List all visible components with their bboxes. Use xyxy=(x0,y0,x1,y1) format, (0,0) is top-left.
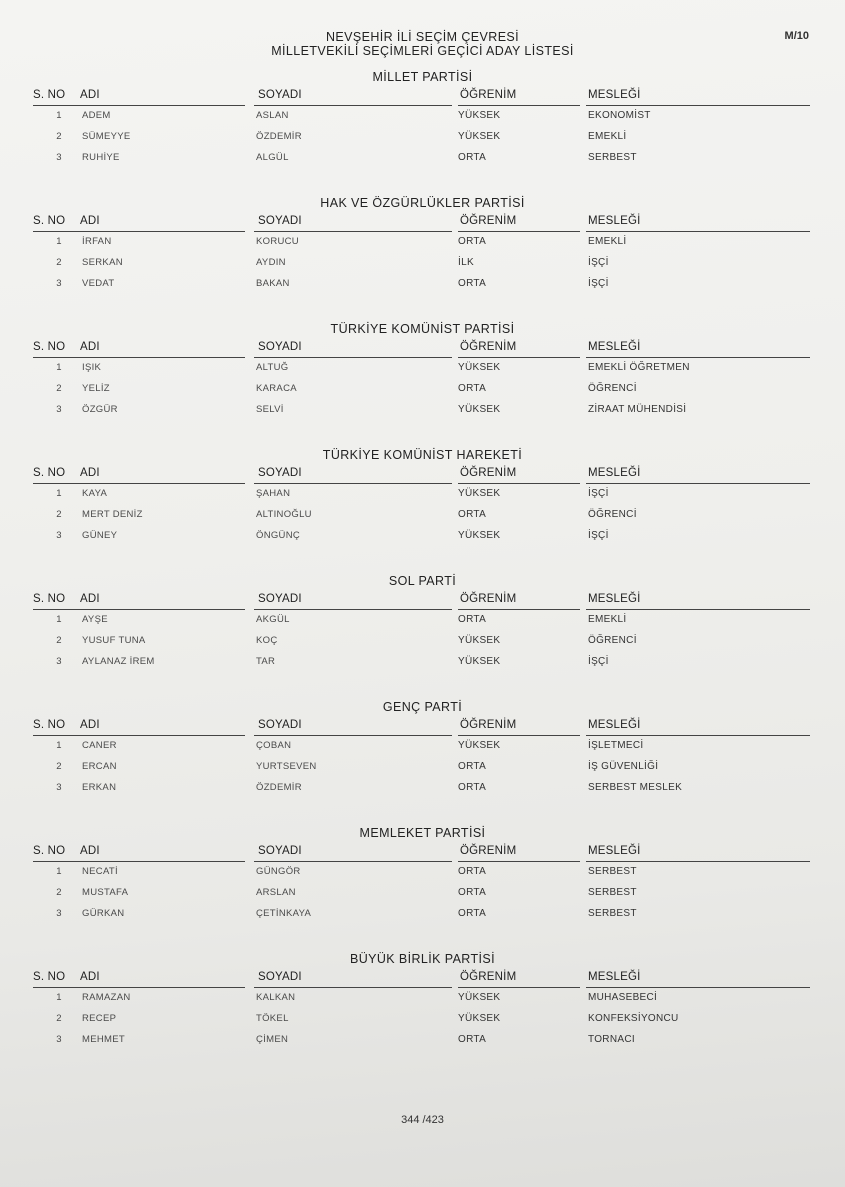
cell-education: ORTA xyxy=(458,761,487,772)
header-underline xyxy=(586,105,810,106)
cell-no: 2 xyxy=(56,509,62,520)
cell-no: 3 xyxy=(56,1034,62,1045)
cell-education: ORTA xyxy=(458,509,487,520)
cell-name: CANER xyxy=(82,740,117,751)
cell-education: ORTA xyxy=(458,1034,487,1045)
cell-no: 3 xyxy=(56,278,62,289)
candidate-row xyxy=(0,152,845,172)
header-underline xyxy=(33,735,245,736)
col-header-surname: SOYADI xyxy=(258,845,302,857)
cell-no: 3 xyxy=(56,530,62,541)
cell-no: 2 xyxy=(56,383,62,394)
cell-job: MUHASEBECİ xyxy=(588,992,658,1003)
candidate-row xyxy=(0,782,845,802)
cell-name: MERT DENİZ xyxy=(82,509,143,520)
cell-surname: ALTINOĞLU xyxy=(256,509,312,520)
col-header-surname: SOYADI xyxy=(258,719,302,731)
col-header-job: MESLEĞİ xyxy=(588,971,641,983)
header-underline xyxy=(254,357,452,358)
candidate-row xyxy=(0,383,845,403)
header-underline xyxy=(254,987,452,988)
party-section xyxy=(0,700,845,820)
candidate-row xyxy=(0,656,845,676)
col-header-no: S. NO xyxy=(33,593,66,605)
cell-name: NECATİ xyxy=(82,866,118,877)
cell-surname: GÜNGÖR xyxy=(256,866,301,877)
candidate-row xyxy=(0,404,845,424)
cell-name: AYLANAZ İREM xyxy=(82,656,155,667)
cell-education: ORTA xyxy=(458,908,487,919)
cell-surname: KALKAN xyxy=(256,992,296,1003)
candidate-row xyxy=(0,614,845,634)
cell-no: 1 xyxy=(56,488,62,499)
col-header-surname: SOYADI xyxy=(258,341,302,353)
cell-education: YÜKSEK xyxy=(458,635,501,646)
cell-education: ORTA xyxy=(458,383,487,394)
col-header-job: MESLEĞİ xyxy=(588,89,641,101)
cell-education: ORTA xyxy=(458,887,487,898)
cell-no: 2 xyxy=(56,635,62,646)
page-number: 344 /423 xyxy=(401,1114,444,1126)
header-underline xyxy=(586,609,810,610)
candidate-row xyxy=(0,908,845,928)
cell-name: İRFAN xyxy=(82,236,112,247)
col-header-job: MESLEĞİ xyxy=(588,593,641,605)
party-section xyxy=(0,196,845,316)
candidate-row xyxy=(0,110,845,130)
candidate-row xyxy=(0,992,845,1012)
cell-name: GÜRKAN xyxy=(82,908,125,919)
cell-name: SÜMEYYE xyxy=(82,131,131,142)
cell-education: YÜKSEK xyxy=(458,530,501,541)
cell-name: RECEP xyxy=(82,1013,117,1024)
cell-job: ÖĞRENCİ xyxy=(588,509,637,520)
cell-job: SERBEST xyxy=(588,908,637,919)
header-underline xyxy=(33,231,245,232)
cell-job: ZİRAAT MÜHENDİSİ xyxy=(588,404,687,415)
col-header-job: MESLEĞİ xyxy=(588,467,641,479)
cell-job: İŞÇİ xyxy=(588,278,609,289)
title-line-province: NEVŞEHİR İLİ SEÇİM ÇEVRESİ xyxy=(325,30,520,44)
candidate-row xyxy=(0,1034,845,1054)
cell-name: VEDAT xyxy=(82,278,115,289)
cell-no: 3 xyxy=(56,656,62,667)
party-section xyxy=(0,448,845,568)
header-underline xyxy=(458,987,580,988)
cell-job: SERBEST xyxy=(588,887,637,898)
cell-surname: ÇOBAN xyxy=(256,740,292,751)
candidate-row xyxy=(0,866,845,886)
cell-no: 3 xyxy=(56,152,62,163)
header-underline xyxy=(254,609,452,610)
header-underline xyxy=(586,861,810,862)
col-header-no: S. NO xyxy=(33,467,66,479)
col-header-name: ADI xyxy=(80,89,100,101)
header-underline xyxy=(458,357,580,358)
col-header-no: S. NO xyxy=(33,341,66,353)
col-header-education: ÖĞRENİM xyxy=(460,215,517,227)
cell-name: ÖZGÜR xyxy=(82,404,118,415)
cell-job: İŞÇİ xyxy=(588,656,609,667)
cell-name: ADEM xyxy=(82,110,111,121)
col-header-name: ADI xyxy=(80,719,100,731)
cell-education: YÜKSEK xyxy=(458,362,501,373)
cell-education: ORTA xyxy=(458,782,487,793)
cell-surname: TÖKEL xyxy=(256,1013,289,1024)
col-header-education: ÖĞRENİM xyxy=(460,719,517,731)
col-header-job: MESLEĞİ xyxy=(588,341,641,353)
cell-no: 1 xyxy=(56,740,62,751)
cell-job: EMEKLİ xyxy=(588,131,627,142)
cell-education: YÜKSEK xyxy=(458,1013,501,1024)
cell-job: İŞLETMECİ xyxy=(588,740,644,751)
col-header-education: ÖĞRENİM xyxy=(460,467,517,479)
header-underline xyxy=(458,861,580,862)
cell-surname: KOÇ xyxy=(256,635,278,646)
cell-no: 1 xyxy=(56,614,62,625)
col-header-surname: SOYADI xyxy=(258,971,302,983)
cell-no: 3 xyxy=(56,908,62,919)
cell-name: MUSTAFA xyxy=(82,887,129,898)
cell-education: YÜKSEK xyxy=(458,404,501,415)
party-title: TÜRKİYE KOMÜNİST PARTİSİ xyxy=(330,322,515,336)
candidate-row xyxy=(0,488,845,508)
col-header-education: ÖĞRENİM xyxy=(460,341,517,353)
cell-job: SERBEST MESLEK xyxy=(588,782,683,793)
cell-job: TORNACI xyxy=(588,1034,635,1045)
cell-job: ÖĞRENCİ xyxy=(588,383,637,394)
candidate-row xyxy=(0,236,845,256)
col-header-no: S. NO xyxy=(33,89,66,101)
col-header-no: S. NO xyxy=(33,215,66,227)
cell-job: ÖĞRENCİ xyxy=(588,635,637,646)
cell-job: İŞ GÜVENLİĞİ xyxy=(588,761,659,772)
cell-education: ORTA xyxy=(458,614,487,625)
cell-job: EMEKLİ xyxy=(588,614,627,625)
cell-job: SERBEST xyxy=(588,152,637,163)
party-title: GENÇ PARTİ xyxy=(382,700,463,714)
cell-no: 2 xyxy=(56,131,62,142)
candidate-row xyxy=(0,635,845,655)
cell-surname: AYDIN xyxy=(256,257,286,268)
header-underline xyxy=(458,483,580,484)
cell-education: ORTA xyxy=(458,236,487,247)
party-title: TÜRKİYE KOMÜNİST HAREKETİ xyxy=(322,448,523,462)
header-underline xyxy=(586,987,810,988)
col-header-surname: SOYADI xyxy=(258,89,302,101)
cell-education: YÜKSEK xyxy=(458,740,501,751)
candidate-row xyxy=(0,761,845,781)
document-header xyxy=(0,30,845,58)
cell-job: İŞÇİ xyxy=(588,257,609,268)
party-title: MİLLET PARTİSİ xyxy=(372,70,473,84)
col-header-name: ADI xyxy=(80,845,100,857)
cell-surname: ALGÜL xyxy=(256,152,289,163)
candidate-row xyxy=(0,1013,845,1033)
cell-education: YÜKSEK xyxy=(458,488,501,499)
cell-name: IŞIK xyxy=(82,362,102,373)
cell-job: İŞÇİ xyxy=(588,488,609,499)
cell-name: MEHMET xyxy=(82,1034,125,1045)
cell-no: 2 xyxy=(56,1013,62,1024)
header-underline xyxy=(254,483,452,484)
candidate-row xyxy=(0,257,845,277)
header-underline xyxy=(586,357,810,358)
candidate-row xyxy=(0,131,845,151)
col-header-name: ADI xyxy=(80,467,100,479)
cell-surname: ÖNGÜNÇ xyxy=(256,530,301,541)
cell-surname: YURTSEVEN xyxy=(256,761,317,772)
cell-job: SERBEST xyxy=(588,866,637,877)
header-underline xyxy=(33,483,245,484)
col-header-name: ADI xyxy=(80,341,100,353)
header-underline xyxy=(33,987,245,988)
candidate-row xyxy=(0,530,845,550)
col-header-no: S. NO xyxy=(33,719,66,731)
header-underline xyxy=(586,231,810,232)
party-title: HAK VE ÖZGÜRLÜKLER PARTİSİ xyxy=(320,196,525,210)
cell-name: GÜNEY xyxy=(82,530,118,541)
cell-no: 2 xyxy=(56,887,62,898)
cell-no: 2 xyxy=(56,761,62,772)
cell-no: 2 xyxy=(56,257,62,268)
candidate-row xyxy=(0,887,845,907)
header-underline xyxy=(33,861,245,862)
cell-education: YÜKSEK xyxy=(458,656,501,667)
cell-education: ORTA xyxy=(458,866,487,877)
cell-surname: ARSLAN xyxy=(256,887,296,898)
cell-education: İLK xyxy=(458,257,474,268)
col-header-job: MESLEĞİ xyxy=(588,215,641,227)
col-header-name: ADI xyxy=(80,593,100,605)
party-section xyxy=(0,574,845,694)
cell-surname: ÖZDEMİR xyxy=(256,131,302,142)
col-header-education: ÖĞRENİM xyxy=(460,845,517,857)
party-section xyxy=(0,70,845,190)
header-underline xyxy=(33,357,245,358)
header-underline xyxy=(33,609,245,610)
cell-surname: KORUCU xyxy=(256,236,299,247)
cell-job: EMEKLİ xyxy=(588,236,627,247)
col-header-no: S. NO xyxy=(33,845,66,857)
party-section xyxy=(0,322,845,442)
cell-no: 3 xyxy=(56,782,62,793)
header-underline xyxy=(586,735,810,736)
cell-surname: SELVİ xyxy=(256,404,284,415)
col-header-surname: SOYADI xyxy=(258,593,302,605)
cell-surname: ALTUĞ xyxy=(256,362,289,373)
col-header-job: MESLEĞİ xyxy=(588,719,641,731)
header-underline xyxy=(458,231,580,232)
party-title: SOL PARTİ xyxy=(388,574,457,588)
cell-no: 3 xyxy=(56,404,62,415)
cell-name: KAYA xyxy=(82,488,108,499)
party-title: BÜYÜK BİRLİK PARTİSİ xyxy=(349,952,496,966)
cell-name: ERCAN xyxy=(82,761,117,772)
cell-no: 1 xyxy=(56,866,62,877)
cell-surname: BAKAN xyxy=(256,278,290,289)
cell-education: YÜKSEK xyxy=(458,131,501,142)
col-header-surname: SOYADI xyxy=(258,467,302,479)
col-header-job: MESLEĞİ xyxy=(588,845,641,857)
cell-job: KONFEKSİYONCU xyxy=(588,1013,679,1024)
cell-surname: ÖZDEMİR xyxy=(256,782,302,793)
party-section xyxy=(0,952,845,1072)
col-header-name: ADI xyxy=(80,971,100,983)
cell-education: ORTA xyxy=(458,152,487,163)
header-underline xyxy=(254,735,452,736)
cell-name: ERKAN xyxy=(82,782,117,793)
header-underline xyxy=(33,105,245,106)
col-header-surname: SOYADI xyxy=(258,215,302,227)
cell-no: 1 xyxy=(56,992,62,1003)
cell-name: RUHİYE xyxy=(82,152,120,163)
cell-education: YÜKSEK xyxy=(458,992,501,1003)
cell-name: RAMAZAN xyxy=(82,992,131,1003)
col-header-education: ÖĞRENİM xyxy=(460,971,517,983)
cell-surname: ŞAHAN xyxy=(256,488,291,499)
candidate-row xyxy=(0,278,845,298)
col-header-education: ÖĞRENİM xyxy=(460,593,517,605)
cell-no: 1 xyxy=(56,362,62,373)
cell-name: YUSUF TUNA xyxy=(82,635,146,646)
cell-surname: ASLAN xyxy=(256,110,289,121)
party-title: MEMLEKET PARTİSİ xyxy=(359,826,486,840)
header-underline xyxy=(586,483,810,484)
party-section xyxy=(0,826,845,946)
cell-surname: AKGÜL xyxy=(256,614,290,625)
col-header-education: ÖĞRENİM xyxy=(460,89,517,101)
cell-surname: TAR xyxy=(256,656,276,667)
header-underline xyxy=(458,105,580,106)
header-underline xyxy=(458,735,580,736)
cell-surname: KARACA xyxy=(256,383,297,394)
cell-no: 1 xyxy=(56,110,62,121)
title-line-list: MİLLETVEKİLİ SEÇİMLERİ GEÇİCİ ADAY LİSTESİ xyxy=(271,44,574,58)
cell-name: YELİZ xyxy=(82,383,110,394)
cell-no: 1 xyxy=(56,236,62,247)
col-header-no: S. NO xyxy=(33,971,66,983)
candidate-row xyxy=(0,740,845,760)
header-underline xyxy=(254,105,452,106)
cell-job: EMEKLİ ÖĞRETMEN xyxy=(588,362,690,373)
header-underline xyxy=(254,231,452,232)
cell-surname: ÇİMEN xyxy=(256,1034,289,1045)
cell-surname: ÇETİNKAYA xyxy=(256,908,312,919)
candidate-row xyxy=(0,362,845,382)
cell-name: AYŞE xyxy=(82,614,108,625)
cell-education: ORTA xyxy=(458,278,487,289)
cell-job: EKONOMİST xyxy=(588,110,651,121)
cell-job: İŞÇİ xyxy=(588,530,609,541)
cell-education: YÜKSEK xyxy=(458,110,501,121)
header-underline xyxy=(254,861,452,862)
header-underline xyxy=(458,609,580,610)
page-code: M/10 xyxy=(784,30,809,42)
cell-name: SERKAN xyxy=(82,257,123,268)
candidate-row xyxy=(0,509,845,529)
col-header-name: ADI xyxy=(80,215,100,227)
